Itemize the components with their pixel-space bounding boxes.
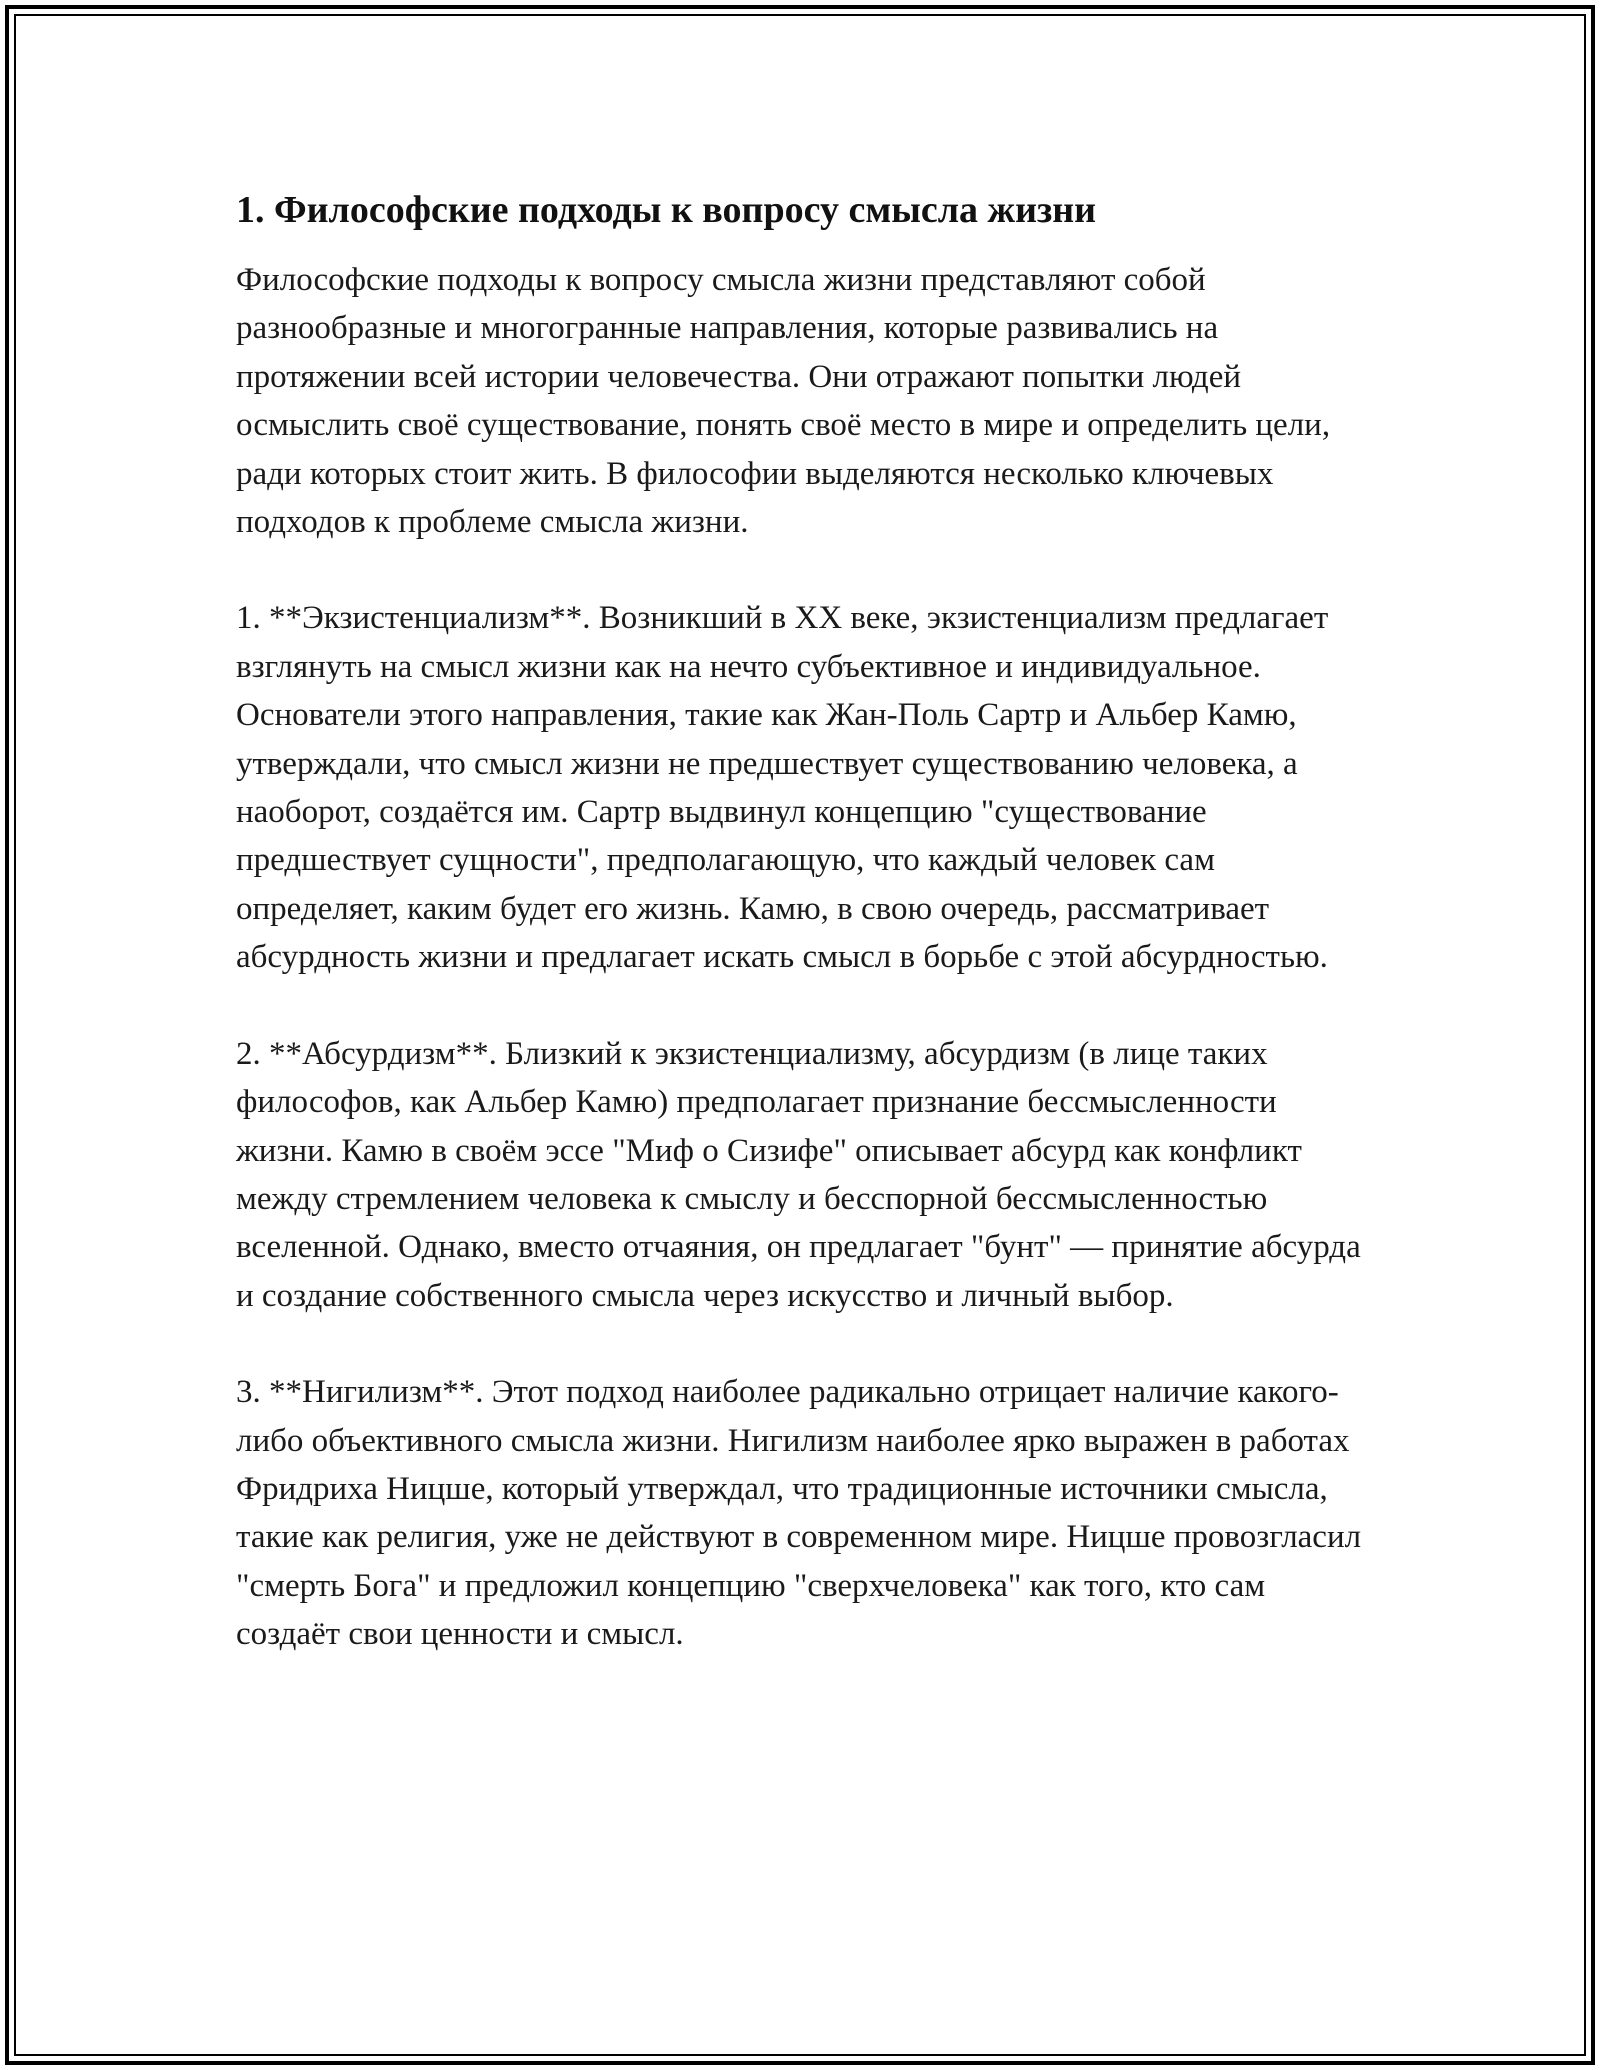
existentialism-paragraph: 1. **Экзистенциализм**. Возникший в XX веке, экзистенциализм предлагает взглянуть на смысл жизни как на нечто субъективное и индивидуальное. Основатели этого направления, такие как Жан-Поль Сартр и Альбер Камю, утверждали, что смысл жизни не предшествует существованию человека, а наоборот, создаётся им. Сартр выдвинул концепцию "существование предшествует сущности", предполагающую, что каждый человек сам определяет, каким будет его жизнь. Камю, в свою очередь, рассматривает абсурдность жизни и предлагает искать смысл в борьбе с этой абсурдностью. (236, 600, 1329, 976)
absurdism-paragraph: 2. **Абсурдизм**. Близкий к экзистенциализму, абсурдизм (в лице таких философов, как Альбер Камю) предполагает признание бессмысленности жизни. Камю в своём эссе "Миф о Сизифе" описывает абсурд как конфликт между стремлением человека к смыслу и бесспорной бессмысленностью вселенной. Однако, вместо отчаяния, он предлагает "бунт" — принятие абсурда и создание собственного смысла через искусство и личный выбор. (236, 1035, 1361, 1314)
document-body (236, 186, 1376, 1659)
section-heading: 1. Философские подходы к вопросу смысла жизни (236, 189, 1097, 231)
nihilism-paragraph: 3. **Нигилизм**. Этот подход наиболее радикально отрицает наличие какого-либо объективного смысла жизни. Нигилизм наиболее ярко выражен в работах Фридриха Ницше, который утверждал, что традиционные источники смысла, такие как религия, уже не действуют в современном мире. Ницше провозгласил "смерть Бога" и предложил концепцию "сверхчеловека" как того, кто сам создаёт свои ценности и смысл. (236, 1374, 1362, 1653)
intro-paragraph: Философские подходы к вопросу смысла жизни представляют собой разнообразные и многогранные направления, которые развивались на протяжении всей истории человечества. Они отражают попытки людей осмыслить своё существование, понять своё место в мире и определить цели, ради которых стоит жить. В философии выделяются несколько ключевых подходов к проблеме смысла жизни. (236, 262, 1331, 541)
